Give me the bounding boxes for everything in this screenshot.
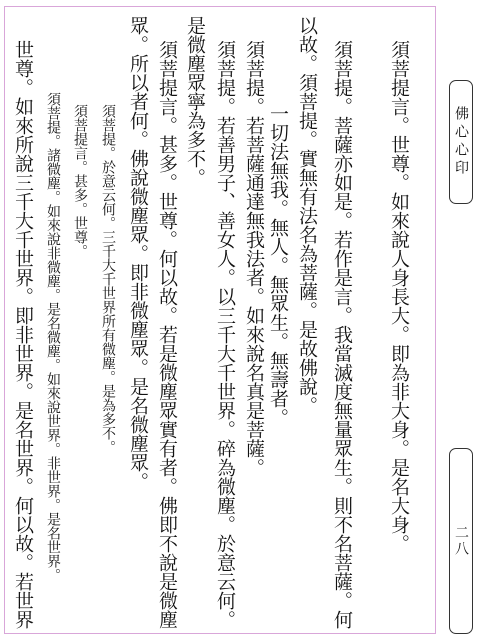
page-number: 二八	[453, 525, 469, 557]
text-column: 須菩提。若菩薩通達無我法者。如來說名真是菩薩。	[243, 40, 265, 477]
book-title-tab	[449, 80, 473, 204]
text-column: 須菩提。若善男子、善女人。以三千大千世界。碎為微塵。於意云何。	[214, 40, 236, 629]
page-number-tab	[449, 448, 473, 634]
text-column: 以故。須菩提。實無有法名為菩薩。是故佛說。	[296, 16, 318, 415]
text-column: 須菩提言。甚多。世尊。何以故。若是微塵眾實有者。佛即不說是微塵	[156, 40, 178, 629]
text-column: 須菩提。諸微塵。如來說非微塵。是名微塵。如來說世界。非世界。是名世界。	[45, 92, 61, 582]
text-column: 須菩提言。甚多。世尊。	[72, 104, 88, 258]
text-column: 須菩提言。世尊。如來說人身長大。即為非大身。是名大身。	[388, 40, 410, 553]
text-column: 世尊。如來所說三千大千世界。即非世界。是名世界。何以故。若世界	[12, 40, 34, 629]
text-column: 須菩提。菩薩亦如是。若作是言。我當滅度無量眾生。則不名菩薩。何	[331, 40, 353, 629]
text-column: 是微塵眾寧為多不。	[184, 16, 206, 187]
text-column: 一切法無我。無人。無眾生。無壽者。	[267, 104, 289, 427]
text-column: 眾。所以者何。佛說微塵眾。即非微塵眾。是名微塵眾。	[127, 16, 149, 491]
book-title: 佛心心印	[453, 106, 469, 178]
text-column: 須菩提。於意云何。三千大千世界所有微塵。是為多不。	[100, 104, 116, 454]
